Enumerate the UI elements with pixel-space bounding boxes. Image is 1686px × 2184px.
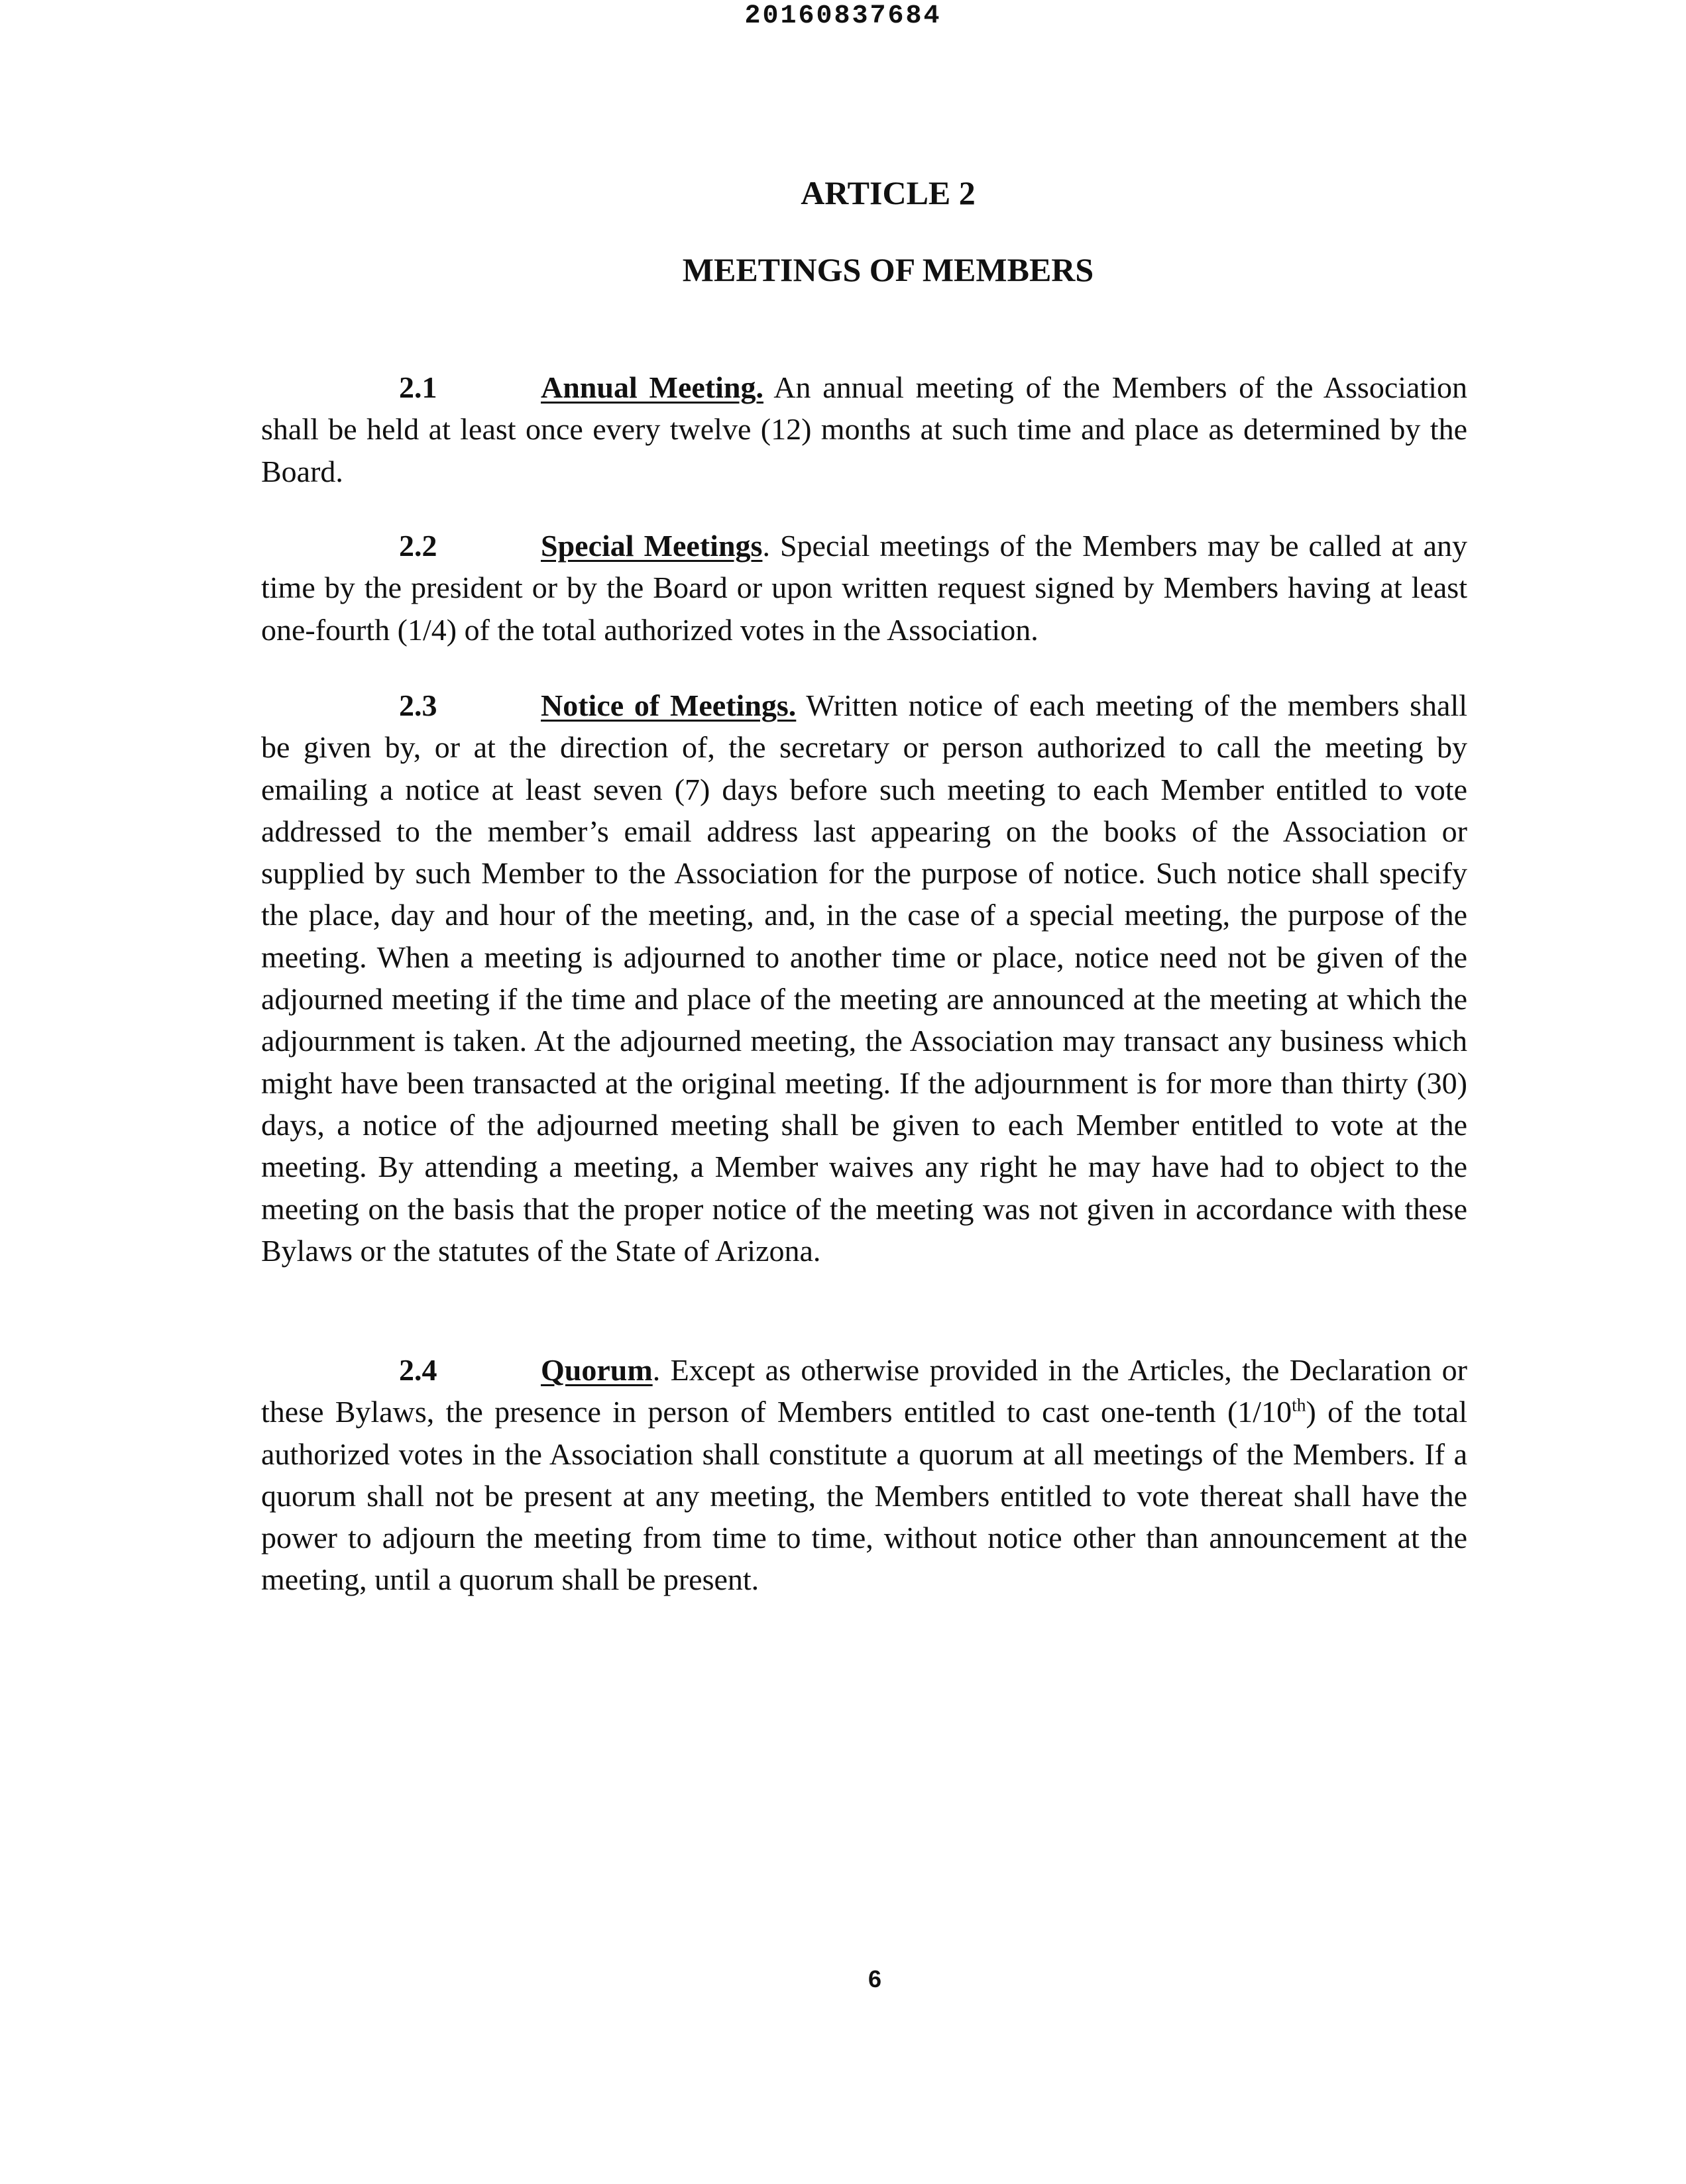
- page-number: 6: [868, 1965, 882, 1993]
- article-title: ARTICLE 2: [801, 174, 976, 211]
- section-text: Written notice of each meeting of the members shall be given by, or at the direction of, the secretary or person authorized to call the meeting by emailing a notice at least seven (7) days before such meeting to each Member entitled to vote addressed to the member’s email address last appearing on the books of the Association or supplied by such Member to the Association for the purpose of notice. Such notice shall specify the place, day and hour of the meeting, and, in the case of a special meeting, the purpose of the meeting. When a meeting is adjourned to another time or place, notice need not be given of the adjourned meeting if the time and place of the meeting are announced at the meeting at which the adjournment is taken. At the adjourned meeting, the Association may transact any business which might have been transacted at the original meeting. If the adjournment is for more than thirty (30) days, a notice of the adjourned meeting shall be given to each Member entitled to vote at the meeting. By attending a meeting, a Member waives any right he may have had to object to the meeting on the basis that the proper notice of the meeting was not given in accordance with these Bylaws or the statutes of the State of Arizona.: [261, 688, 1468, 1268]
- article-subtitle: MEETINGS OF MEMBERS: [682, 251, 1094, 288]
- section-text: . Special meetings of the Members may be called at any time by the president or by the Board or upon written request signed by Members having at least one-fourth (1/4) of the total authorized votes in the Association.: [261, 529, 1467, 647]
- section-quorum: [261, 1349, 1467, 1601]
- section-special-meetings: [261, 525, 1467, 651]
- section-annual-meeting: [261, 366, 1467, 492]
- section-heading: Annual Meeting.: [541, 370, 763, 404]
- section-text: . Except as otherwise provided in the Articles, the Declaration or these Bylaws, the presence in person of Members entitled to cast one-tenth (1/10: [261, 1353, 1467, 1429]
- section-heading: Quorum: [541, 1353, 653, 1387]
- document-number: 20160837684: [744, 1, 942, 31]
- section-number: 2.3: [399, 688, 437, 722]
- section-heading: Notice of Meetings.: [541, 688, 797, 722]
- section-number: 2.1: [399, 370, 437, 404]
- section-notice-of-meetings: [261, 684, 1467, 1272]
- superscript-th: th: [1292, 1394, 1306, 1415]
- section-text-continued: ) of the total authorized votes in the Association shall constitute a quorum at all meetings of the Members. If a quorum shall not be present at any meeting, the Members entitled to vote thereat shall have the power to adjourn the meeting from time to time, without notice other than announcement at the meeting, until a quorum shall be present.: [261, 1395, 1467, 1597]
- section-number: 2.2: [399, 529, 437, 563]
- section-number: 2.4: [399, 1353, 437, 1387]
- section-heading: Special Meetings: [541, 529, 763, 563]
- section-text: An annual meeting of the Members of the Association shall be held at least once every twelve (12) months at such time and place as determined by the Board.: [261, 370, 1467, 488]
